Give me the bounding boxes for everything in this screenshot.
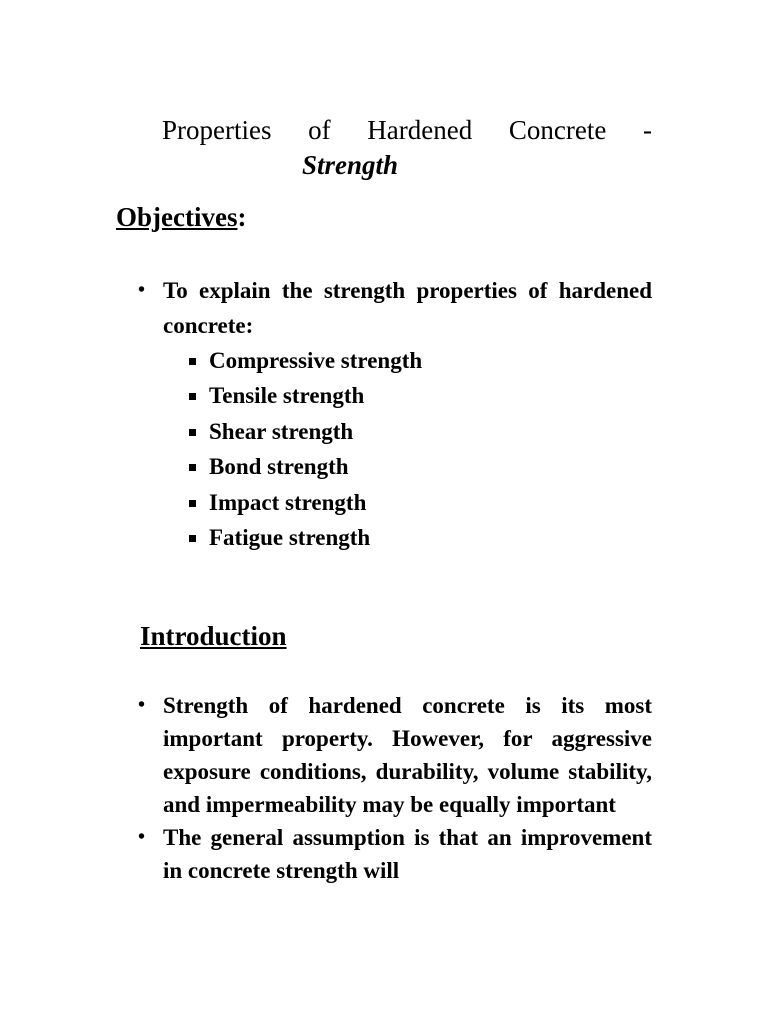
introduction-bullet xyxy=(134,689,652,821)
introduction-heading xyxy=(140,619,287,653)
list-item xyxy=(163,520,652,555)
square-bullet-icon xyxy=(189,535,196,542)
introduction-list xyxy=(134,689,652,887)
objectives-bullet-text: To explain the strength properties of hardened concrete: xyxy=(163,278,652,338)
introduction-heading-text: Introduction xyxy=(140,621,287,651)
title-line-1: Properties of Hardened Concrete - xyxy=(162,115,652,145)
strength-type-label: Shear strength xyxy=(209,418,354,444)
objectives-bullet xyxy=(134,273,652,555)
list-item xyxy=(163,449,652,484)
objectives-heading-text: Objectives xyxy=(116,202,238,232)
title-line-2: Strength xyxy=(302,150,399,180)
objectives-list xyxy=(134,273,652,555)
strength-type-label: Compressive strength xyxy=(209,348,423,373)
introduction-bullet xyxy=(134,821,652,887)
strength-types-list xyxy=(163,343,652,555)
strength-type-label: Bond strength xyxy=(209,454,349,480)
square-bullet-icon xyxy=(189,500,196,507)
square-bullet-icon xyxy=(189,393,196,400)
objectives-heading-colon: : xyxy=(237,202,247,232)
square-bullet-icon xyxy=(189,429,196,436)
list-item xyxy=(163,378,652,413)
square-bullet-icon xyxy=(189,358,196,365)
bullet-icon: • xyxy=(138,694,146,716)
strength-type-label: Tensile strength xyxy=(209,383,365,409)
introduction-bullet-text: Strength of hardened concrete is its most important property. However, for aggressive exposure conditions, durability, volume stability, and impermeability may be equally important xyxy=(163,693,652,817)
list-item xyxy=(163,485,652,520)
strength-type-label: Fatigue strength xyxy=(209,525,371,551)
introduction-bullet-text: The general assumption is that an improvement in concrete strength will xyxy=(163,825,652,883)
list-item xyxy=(163,414,652,449)
list-item xyxy=(163,343,652,378)
objectives-heading xyxy=(116,200,246,234)
bullet-icon: • xyxy=(138,826,146,848)
strength-type-label: Impact strength xyxy=(209,489,367,515)
square-bullet-icon xyxy=(189,464,196,471)
bullet-icon: • xyxy=(138,279,146,301)
